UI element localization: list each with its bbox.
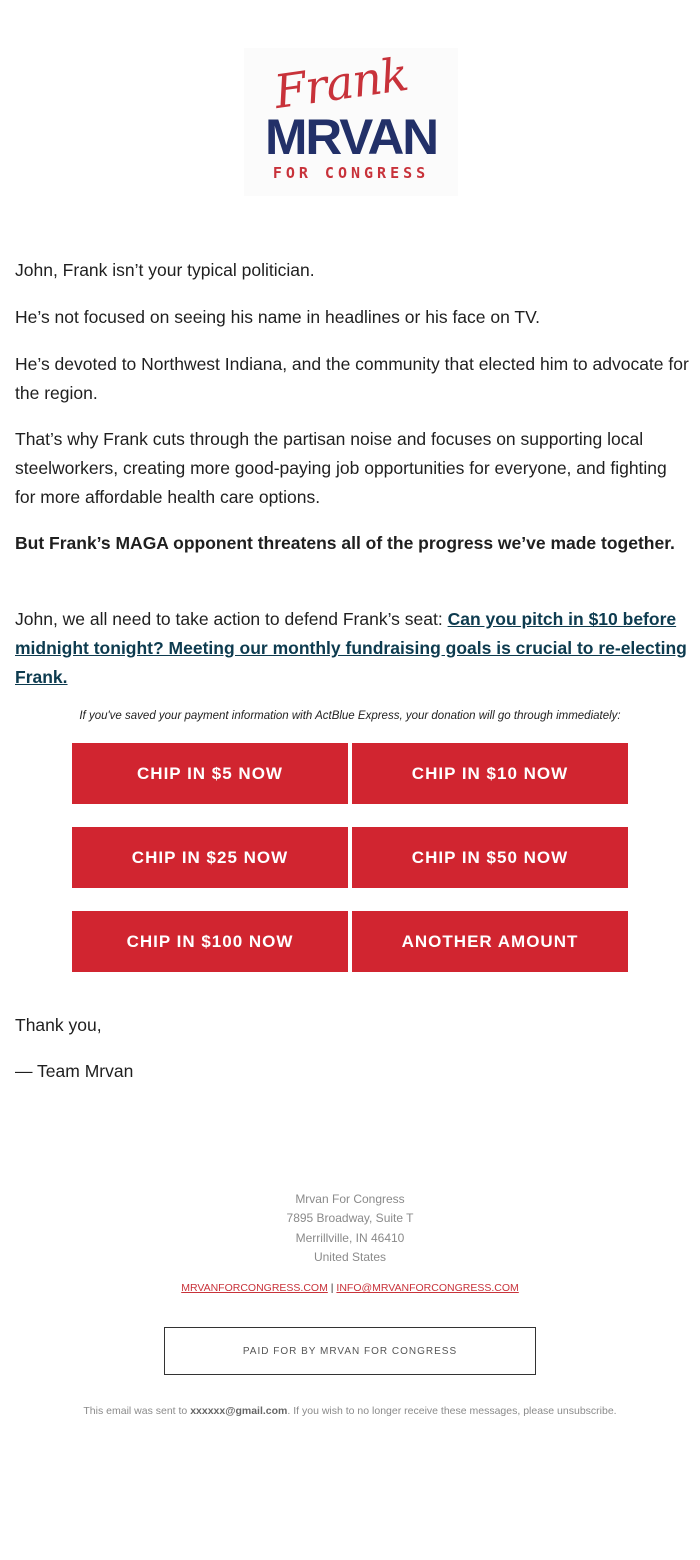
chip-in-5-button[interactable]: CHIP IN $5 NOW [72,743,348,804]
disclaimer-post: . If you wish to no longer receive these messages, please unsubscribe. [287,1405,617,1417]
footer-street: 7895 Broadway, Suite T [286,1211,414,1226]
footer-address [0,1190,700,1267]
body-paragraph-2: He’s not focused on seeing his name in headlines or his face on TV. [15,307,541,327]
body-paragraph-3: He’s devoted to Northwest Indiana, and the community that elected him to advocate for the region. [15,354,689,403]
ask-text: John, we all need to take action to defend Frank’s seat: [15,609,448,629]
email-disclaimer [0,1405,700,1417]
link-separator: | [330,1282,334,1294]
logo-name: MRVAN [264,109,438,165]
logo-script-name: Frank [270,46,411,120]
chip-in-100-button[interactable]: CHIP IN $100 NOW [72,911,348,972]
disclaimer-pre: This email was sent to [83,1405,191,1417]
chip-in-25-button[interactable]: CHIP IN $25 NOW [72,827,348,888]
footer-city: Merrillville, IN 46410 [295,1230,405,1245]
recipient-email: xxxxxx@gmail.com [190,1405,288,1417]
signature: — Team Mrvan [15,1061,134,1081]
website-link[interactable]: MRVANFORCONGRESS.COM [181,1282,328,1294]
body-paragraph-ask [15,605,690,692]
donate-ask-link[interactable]: Can you pitch in $10 before midnight tonight? Meeting our monthly fundraising goals is crucial to re-electing Frank. [15,609,687,687]
email-link[interactable]: INFO@MRVANFORCONGRESS.COM [336,1282,519,1294]
body-paragraph-4: That’s why Frank cuts through the partisan noise and focuses on supporting local steelworkers, creating more good-paying job opportunities for everyone, and fighting for more affordable health care options. [15,429,667,507]
thanks-text: Thank you, [15,1015,102,1035]
logo-tagline: FOR CONGRESS [272,164,430,182]
footer-links [0,1282,700,1294]
paid-for-disclaimer: PAID FOR BY MRVAN FOR CONGRESS [164,1327,536,1375]
footer-org: Mrvan For Congress [295,1192,405,1206]
another-amount-button[interactable]: ANOTHER AMOUNT [352,911,628,972]
actblue-note: If you've saved your payment information with ActBlue Express, your donation will go through immediately: [79,710,621,722]
body-paragraph-bold: But Frank’s MAGA opponent threatens all of the progress we’ve made together. [15,533,675,553]
chip-in-10-button[interactable]: CHIP IN $10 NOW [352,743,628,804]
body-paragraph-1: John, Frank isn’t your typical politician. [15,260,315,280]
chip-in-50-button[interactable]: CHIP IN $50 NOW [352,827,628,888]
footer-country: United States [313,1249,387,1264]
campaign-logo [244,48,458,196]
